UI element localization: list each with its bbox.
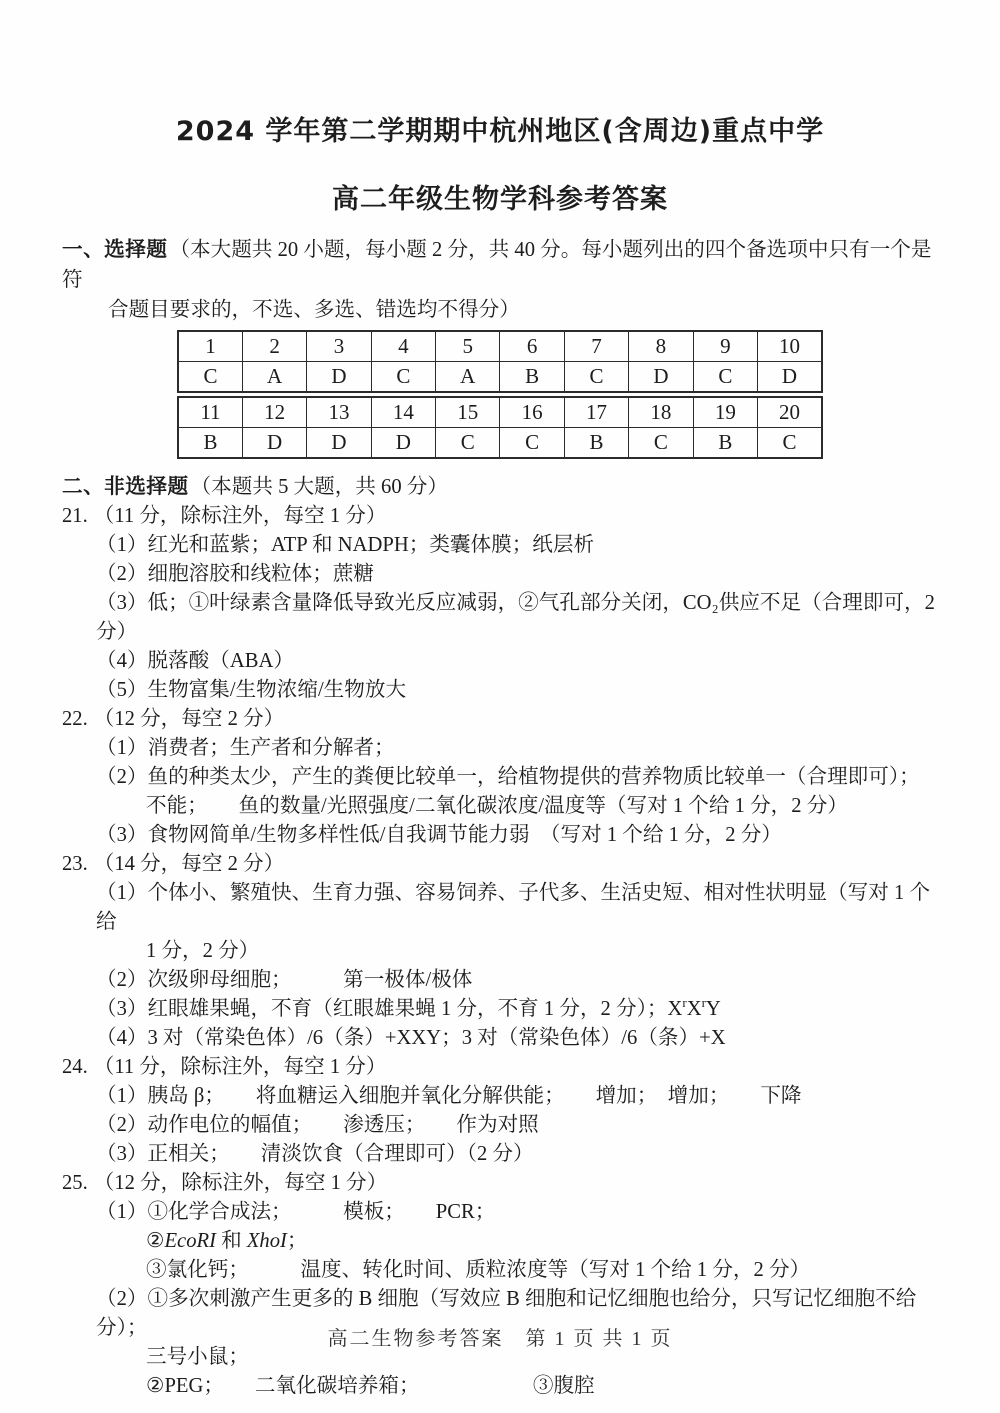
question-number-cell: 3 — [307, 331, 371, 362]
question-number-cell: 5 — [436, 331, 500, 362]
question-number-cell: 2 — [242, 331, 306, 362]
question-score-note: （11 分，除标注外，每空 1 分） — [93, 505, 387, 527]
answer-line-continuation: 不能； 鱼的数量/光照强度/二氧化碳浓度/温度等（写对 1 个给 1 分，2 分） — [146, 795, 848, 817]
answer-text: （3）红眼雄果蝇，不育（红眼雄果蝇 1 分，不育 1 分，2 分）；X — [96, 998, 683, 1020]
answer-table-q1-10 — [177, 330, 823, 393]
answer-cell: D — [758, 362, 822, 393]
answer-line-enzymes — [62, 1227, 938, 1256]
table-row-question-numbers — [178, 331, 822, 362]
question-number-cell: 10 — [758, 331, 822, 362]
question-number: 22. — [62, 708, 88, 730]
section-nonchoice-heading — [62, 471, 938, 502]
question-score-note: （12 分，每空 2 分） — [93, 708, 285, 730]
answer-line-continuation: ②PEG； 二氧化碳培养箱； ③腹腔 — [146, 1375, 595, 1397]
table-row-answers — [178, 362, 822, 393]
answer-line-continuation: ③氯化钙； 温度、转化时间、质粒浓度等（写对 1 个给 1 分，2 分） — [146, 1259, 811, 1281]
question-number-cell: 17 — [564, 397, 628, 428]
enzyme-name-italic: XhoI — [246, 1230, 287, 1252]
answer-line: （3）低；①叶绿素含量降低导致光反应减弱，②气孔部分关闭，CO₂供应不足（合理即可，2 分） — [96, 592, 941, 643]
answer-cell: B — [500, 362, 564, 393]
enzyme-name-italic: EcoRI — [164, 1230, 216, 1252]
answer-line-continuation: 1 分，2 分） — [146, 940, 260, 962]
answer-cell: C — [500, 428, 564, 459]
table-row-answers — [178, 428, 822, 459]
answer-cell: C — [564, 362, 628, 393]
answer-table-q11-20 — [177, 396, 823, 459]
page-title: 2024 学年第二学期期中杭州地区(含周边)重点中学 — [175, 116, 825, 147]
answer-cell: C — [693, 362, 757, 393]
answer-line: （2）鱼的种类太少，产生的粪便比较单一，给植物提供的营养物质比较单一（合理即可）； — [96, 766, 920, 788]
answer-text: ② — [146, 1230, 165, 1252]
answer-line-continuation: 三号小鼠； — [146, 1346, 249, 1368]
answer-cell: D — [371, 428, 435, 459]
question-number: 25. — [62, 1172, 88, 1194]
section-choice-heading — [62, 234, 938, 295]
superscript-r: r — [682, 995, 687, 1011]
answer-cell: A — [242, 362, 306, 393]
answer-cell: C — [371, 362, 435, 393]
answer-cell: D — [629, 362, 693, 393]
answer-line: （5）生物富集/生物浓缩/生物放大 — [96, 679, 407, 701]
question-24-header — [62, 1053, 938, 1082]
answer-cell: D — [307, 362, 371, 393]
section-choice-intro-cont: 合题目要求的，不选、多选、错选均不得分） — [108, 299, 520, 321]
section-nonchoice-intro: （本题共 5 大题，共 60 分） — [190, 476, 448, 498]
answer-line: （3）正相关； 清淡饮食（合理即可）（2 分） — [96, 1143, 534, 1165]
answer-cell: D — [242, 428, 306, 459]
question-25-header — [62, 1169, 938, 1198]
answer-cell: A — [436, 362, 500, 393]
question-number-cell: 16 — [500, 397, 564, 428]
document-body — [0, 234, 1000, 1401]
question-23-header — [62, 850, 938, 879]
answer-line: （1）红光和蓝紫；ATP 和 NADPH；类囊体膜；纸层析 — [96, 534, 595, 556]
answer-line: （1）消费者；生产者和分解者； — [96, 737, 395, 759]
question-number-cell: 18 — [629, 397, 693, 428]
answer-line: （2）①多次刺激产生更多的 B 细胞（写效应 B 细胞和记忆细胞也给分，只写记忆细胞不给分）； — [96, 1288, 917, 1339]
answer-text: 和 — [215, 1230, 247, 1252]
question-number-cell: 14 — [371, 397, 435, 428]
question-number-cell: 11 — [178, 397, 242, 428]
answer-cell: B — [693, 428, 757, 459]
question-number: 21. — [62, 505, 88, 527]
answer-line: （2）次级卵母细胞； 第一极体/极体 — [96, 969, 473, 991]
answer-key-table — [177, 330, 823, 459]
question-number-cell: 4 — [371, 331, 435, 362]
answer-cell: C — [758, 428, 822, 459]
question-number-cell: 15 — [436, 397, 500, 428]
question-score-note: （12 分，除标注外，每空 1 分） — [93, 1172, 388, 1194]
answer-line: （2）细胞溶胶和线粒体；蔗糖 — [96, 563, 375, 585]
answer-text: ； — [286, 1230, 308, 1252]
answer-cell: C — [178, 362, 242, 393]
answer-line: （1）个体小、繁殖快、生育力强、容易饲养、子代多、生活史短、相对性状明显（写对 1 个给 — [96, 882, 931, 933]
question-number-cell: 19 — [693, 397, 757, 428]
answer-text: Y — [705, 998, 721, 1020]
answer-line: （2）动作电位的幅值； 渗透压； 作为对照 — [96, 1114, 539, 1136]
answer-cell: C — [436, 428, 500, 459]
question-number-cell: 13 — [307, 397, 371, 428]
answer-line: （1）①化学合成法； 模板； PCR； — [96, 1201, 496, 1223]
question-number-cell: 7 — [564, 331, 628, 362]
answer-line: （1）胰岛 β； 将血糖运入细胞并氧化分解供能； 增加； 增加； 下降 — [96, 1085, 802, 1107]
question-number-cell: 6 — [500, 331, 564, 362]
answer-cell: B — [178, 428, 242, 459]
answer-cell: C — [629, 428, 693, 459]
question-21-header — [62, 502, 938, 531]
section-choice-label: 一、选择题 — [62, 237, 168, 261]
question-number: 24. — [62, 1056, 88, 1078]
question-number-cell: 8 — [629, 331, 693, 362]
question-number-cell: 1 — [178, 331, 242, 362]
question-22-header — [62, 705, 938, 734]
answer-cell: B — [564, 428, 628, 459]
answer-cell: D — [307, 428, 371, 459]
answer-line: （4）脱落酸（ABA） — [96, 650, 294, 672]
answer-line-genotype — [62, 995, 938, 1024]
question-number-cell: 20 — [758, 397, 822, 428]
question-number-cell: 12 — [242, 397, 306, 428]
page-footer: 高二生物参考答案 第 1 页 共 1 页 — [327, 1328, 673, 1350]
table-row-question-numbers — [178, 397, 822, 428]
question-score-note: （11 分，除标注外，每空 1 分） — [93, 1056, 387, 1078]
question-number: 23. — [62, 853, 88, 875]
answer-text: X — [686, 998, 702, 1020]
question-score-note: （14 分，每空 2 分） — [93, 853, 285, 875]
section-nonchoice-label: 二、非选择题 — [62, 474, 189, 498]
section-choice-intro: （本大题共 20 小题，每小题 2 分，共 40 分。每小题列出的四个备选项中只有一个是符 — [62, 239, 932, 291]
page-subtitle: 高二年级生物学科参考答案 — [332, 184, 668, 215]
superscript-r: r — [701, 995, 706, 1011]
answer-line: （4）3 对（常染色体）/6（条）+XXY；3 对（常染色体）/6（条）+X — [96, 1027, 726, 1049]
answer-line: （3）食物网简单/生物多样性低/自我调节能力弱 （写对 1 个给 1 分，2 分） — [96, 824, 782, 846]
question-number-cell: 9 — [693, 331, 757, 362]
